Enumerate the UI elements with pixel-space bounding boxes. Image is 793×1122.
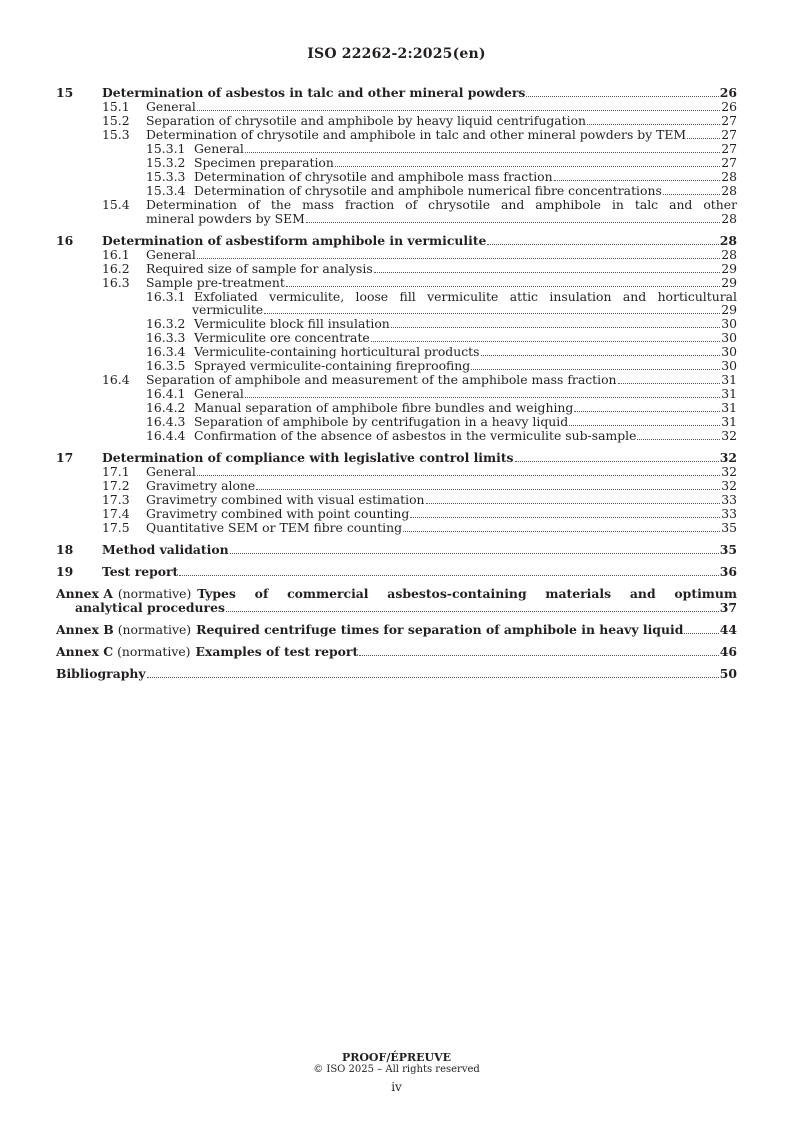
- dot-leader: [481, 354, 721, 356]
- toc-title: General: [146, 246, 196, 262]
- toc-page: 28: [721, 169, 737, 184]
- toc-entry-16-4[interactable]: [56, 373, 737, 387]
- document-id-header: ISO 22262-2:2025(en): [307, 46, 486, 62]
- toc-number: 15.3.3: [146, 169, 186, 184]
- toc-number: 17: [56, 450, 74, 465]
- toc-page: 32: [721, 478, 737, 493]
- toc-title: Determination of chrysotile and amphibole mass fraction: [194, 169, 553, 184]
- dot-leader: [618, 382, 721, 384]
- dot-leader: [335, 165, 720, 167]
- toc-number: 15.3.2: [146, 155, 186, 170]
- toc-number: 16: [56, 232, 74, 248]
- toc-number: 15.4: [102, 197, 130, 212]
- toc-page: 31: [721, 386, 737, 401]
- toc-page: 32: [719, 450, 737, 465]
- toc-page: 28: [719, 232, 737, 248]
- annex-title: Examples of test report: [195, 643, 359, 659]
- toc-page: 44: [719, 621, 737, 637]
- toc-page: 30: [721, 316, 737, 331]
- toc-title-line2: mineral powders by SEM: [146, 210, 305, 226]
- toc-number: 16.4.2: [146, 400, 186, 415]
- toc-entry-16-3-3[interactable]: [56, 331, 737, 345]
- toc-entry-16-3-5[interactable]: [56, 359, 737, 373]
- toc-title: Separation of chrysotile and amphibole by heavy liquid centrifugation: [146, 113, 587, 128]
- toc-page: 27: [721, 155, 737, 170]
- toc-entry-16-2[interactable]: [56, 262, 737, 276]
- annex-title-line2: analytical procedures: [75, 599, 225, 615]
- dot-leader: [587, 123, 720, 125]
- toc-title: Confirmation of the absence of asbestos in the vermiculite sub-sample: [194, 428, 637, 443]
- toc-page: 35: [719, 542, 737, 557]
- toc-title: General: [146, 99, 196, 114]
- page-number: iv: [391, 1080, 402, 1094]
- toc-number: 16.3.4: [146, 344, 186, 359]
- toc-entry-16-4-2[interactable]: [56, 401, 737, 415]
- toc-page: 27: [721, 113, 737, 128]
- toc-title: Determination of chrysotile and amphibole in talc and other mineral powders by TEM: [146, 127, 687, 142]
- toc-entry-15-3-2[interactable]: [56, 156, 737, 170]
- dot-leader: [526, 95, 718, 97]
- toc-number: 16.4.4: [146, 428, 186, 443]
- toc-entry-17-4[interactable]: [56, 507, 737, 521]
- toc-title: General: [146, 464, 196, 479]
- toc-entry-annex-a[interactable]: [56, 587, 737, 615]
- toc-title: Quantitative SEM or TEM fibre counting: [146, 520, 403, 535]
- toc-number: 16.3.5: [146, 358, 186, 373]
- dot-leader: [554, 179, 721, 181]
- dot-leader: [147, 676, 719, 678]
- dot-leader: [471, 368, 720, 370]
- toc-number: 17.2: [102, 478, 130, 493]
- annex-label: Annex C: [56, 643, 114, 659]
- toc-number: 17.4: [102, 506, 130, 521]
- toc-entry-16-4-4[interactable]: [56, 429, 737, 443]
- dot-leader: [286, 285, 720, 287]
- annex-label: Annex A: [56, 586, 113, 601]
- annex-label: Annex B: [56, 621, 114, 637]
- dot-leader: [684, 632, 718, 634]
- toc-number: 16.1: [102, 246, 130, 262]
- toc-title: Determination of chrysotile and amphibole numerical fibre concentrations: [194, 183, 662, 198]
- dot-leader: [371, 340, 720, 342]
- toc-entry-15-3-1[interactable]: [56, 142, 737, 156]
- dot-leader: [359, 654, 719, 656]
- toc-entry-16-3-2[interactable]: [56, 317, 737, 331]
- toc-number: 16.4.1: [146, 386, 186, 401]
- toc-page: 31: [721, 414, 737, 429]
- toc-entry-bibliography[interactable]: [56, 667, 737, 681]
- toc-title: Sprayed vermiculite-containing fireproofing: [194, 358, 471, 373]
- toc-title: Vermiculite block fill insulation: [194, 316, 390, 331]
- copyright-notice: © ISO 2025 – All rights reserved: [313, 1064, 480, 1075]
- dot-leader: [426, 502, 721, 504]
- toc-title: Determination of compliance with legislative control limits: [102, 450, 514, 465]
- toc-entry-15[interactable]: [56, 86, 737, 100]
- toc-number: 16.3.3: [146, 330, 186, 345]
- dot-leader: [637, 438, 720, 440]
- toc-page: 37: [719, 599, 737, 615]
- toc-page: 33: [721, 506, 737, 521]
- dot-leader: [574, 410, 720, 412]
- dot-leader: [410, 516, 720, 518]
- toc-title: Gravimetry alone: [146, 478, 256, 493]
- toc-title: Method validation: [102, 542, 229, 557]
- dot-leader: [487, 243, 718, 245]
- toc-entry-17-3[interactable]: [56, 493, 737, 507]
- toc-title: Determination of asbestiform amphibole in vermiculite: [102, 232, 487, 248]
- toc-title-line1: Determination of the mass fraction of chrysotile and amphibole in talc and other: [146, 197, 737, 212]
- toc-number: 16.3.2: [146, 316, 186, 331]
- toc-title: Test report: [102, 564, 179, 579]
- annex-normative: (normative): [117, 586, 192, 601]
- toc-page: 35: [721, 520, 737, 535]
- toc-title-line1: Exfoliated vermiculite, loose fill vermiculite attic insulation and horticultural: [194, 288, 737, 304]
- toc-number: 17.3: [102, 492, 130, 507]
- toc-number: 15.2: [102, 113, 130, 128]
- toc-number: 16.3.1: [146, 288, 186, 304]
- toc-title: Gravimetry combined with point counting: [146, 506, 410, 521]
- toc-number: 15.3.1: [146, 141, 186, 156]
- toc-number: 17.5: [102, 520, 130, 535]
- annex-title-line1: Types of commercial asbestos-containing materials and optimum: [197, 586, 737, 601]
- dot-leader: [197, 474, 720, 476]
- toc-page: 28: [721, 246, 737, 262]
- dot-leader: [663, 193, 720, 195]
- dot-leader: [256, 488, 720, 490]
- dot-leader: [306, 221, 720, 223]
- dot-leader: [391, 326, 720, 328]
- dot-leader: [403, 530, 720, 532]
- toc-entry-17-2[interactable]: [56, 479, 737, 493]
- toc-page: 36: [719, 564, 737, 579]
- annex-normative: (normative): [117, 621, 192, 637]
- dot-leader: [264, 312, 720, 314]
- toc-entry-17-5[interactable]: [56, 521, 737, 535]
- toc-page: 46: [719, 643, 737, 659]
- toc-page: 31: [721, 400, 737, 415]
- toc-title: Separation of amphibole by centrifugation in a heavy liquid: [194, 414, 569, 429]
- toc-page: 30: [721, 344, 737, 359]
- page-footer: [0, 1052, 793, 1095]
- toc-title: Separation of amphibole and measurement of the amphibole mass fraction: [146, 372, 617, 387]
- toc-page: 27: [721, 141, 737, 156]
- toc-entry-16-4-3[interactable]: [56, 415, 737, 429]
- dot-leader: [197, 109, 720, 111]
- toc-title: Vermiculite ore concentrate: [194, 330, 370, 345]
- toc-title: General: [194, 141, 244, 156]
- toc-title: Manual separation of amphibole fibre bundles and weighing: [194, 400, 574, 415]
- toc-entry-16[interactable]: [56, 234, 737, 248]
- toc-title-line2: vermiculite: [192, 302, 264, 317]
- toc-page: 33: [721, 492, 737, 507]
- dot-leader: [569, 424, 720, 426]
- toc-page: 50: [719, 665, 737, 681]
- toc-title: Required size of sample for analysis: [146, 260, 373, 276]
- toc-entry-15-4[interactable]: [56, 198, 737, 226]
- toc-title: Bibliography: [56, 665, 146, 681]
- dot-leader: [515, 460, 719, 462]
- dot-leader: [374, 271, 720, 273]
- dot-leader: [245, 151, 720, 153]
- toc-entry-15-3-4[interactable]: [56, 184, 737, 198]
- toc-entry-15-1[interactable]: [56, 100, 737, 114]
- toc-entry-16-3-4[interactable]: [56, 345, 737, 359]
- toc-number: 18: [56, 542, 74, 557]
- toc-page: 29: [721, 274, 737, 290]
- toc-title: Gravimetry combined with visual estimation: [146, 492, 425, 507]
- toc-number: 17.1: [102, 464, 130, 479]
- toc-entry-16-3[interactable]: [56, 276, 737, 290]
- toc-entry-15-2[interactable]: [56, 114, 737, 128]
- toc-page: 31: [721, 372, 737, 387]
- toc-title: General: [194, 386, 244, 401]
- toc-page: 32: [721, 428, 737, 443]
- toc-entry-18[interactable]: [56, 543, 737, 557]
- toc-title: Vermiculite-containing horticultural products: [194, 344, 480, 359]
- toc-title: Determination of asbestos in talc and other mineral powders: [102, 85, 526, 100]
- proof-label: PROOF/ÉPREUVE: [341, 1051, 452, 1064]
- toc-title: Sample pre-treatment: [146, 274, 285, 290]
- toc-page: 27: [721, 127, 737, 142]
- toc-entry-17[interactable]: [56, 451, 737, 465]
- toc-entry-16-3-1[interactable]: [56, 290, 737, 318]
- toc-entry-16-1[interactable]: [56, 248, 737, 262]
- toc-page: 30: [721, 358, 737, 373]
- toc-page: 28: [721, 183, 737, 198]
- dot-leader: [687, 137, 720, 139]
- toc-entry-19[interactable]: [56, 565, 737, 579]
- dot-leader: [197, 257, 720, 259]
- dot-leader: [226, 610, 719, 612]
- toc-number: 15: [56, 85, 74, 100]
- toc-page: 28: [721, 210, 737, 226]
- toc-entry-annex-b[interactable]: [56, 623, 737, 637]
- annex-normative: (normative): [117, 643, 191, 659]
- toc-page: 26: [719, 85, 737, 100]
- toc-title: Specimen preparation: [194, 155, 334, 170]
- dot-leader: [179, 574, 718, 576]
- toc-number: 16.2: [102, 260, 130, 276]
- toc-number: 15.3: [102, 127, 130, 142]
- toc-entry-16-4-1[interactable]: [56, 387, 737, 401]
- toc-number: 16.4: [102, 372, 130, 387]
- toc-entry-15-3-3[interactable]: [56, 170, 737, 184]
- annex-title: Required centrifuge times for separation of amphibole in heavy liquid: [196, 621, 684, 637]
- toc-number: 19: [56, 564, 74, 579]
- toc-number: 15.1: [102, 99, 130, 114]
- dot-leader: [245, 396, 720, 398]
- toc-entry-17-1[interactable]: [56, 465, 737, 479]
- toc-page: 26: [721, 99, 737, 114]
- table-of-contents: [56, 86, 737, 681]
- dot-leader: [230, 552, 719, 554]
- toc-page: 29: [721, 260, 737, 276]
- toc-page: 30: [721, 330, 737, 345]
- toc-entry-annex-c[interactable]: [56, 645, 737, 659]
- toc-number: 15.3.4: [146, 183, 186, 198]
- toc-page: 29: [721, 302, 737, 317]
- toc-entry-15-3[interactable]: [56, 128, 737, 142]
- toc-number: 16.3: [102, 274, 130, 290]
- toc-page: 32: [721, 464, 737, 479]
- toc-number: 16.4.3: [146, 414, 186, 429]
